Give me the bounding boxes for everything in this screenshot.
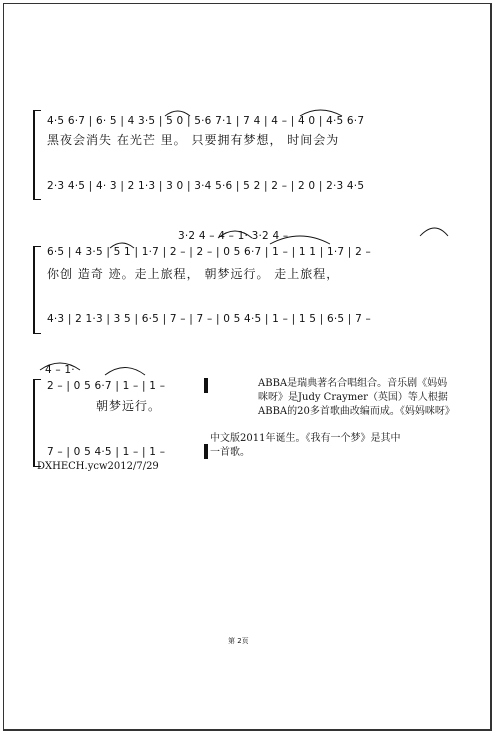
system2-melody: 6·5 | 4 3·5 | 5 1 | 1·7 | 2 – | 2 – | 0 5 6·7 | 1 – | 1 1 | 1·7 | 2 – (47, 246, 371, 258)
system3-harmony: 7 – | 0 5 4·5 | 1 – | 1 – (47, 446, 166, 458)
slur-3 (218, 231, 252, 238)
slur-2 (300, 110, 342, 116)
system2-harmony: 4·3 | 2 1·3 | 3 5 | 6·5 | 7 – | 7 – | 0 5 4·5 | 1 – | 1 5 | 6·5 | 7 – (47, 313, 371, 325)
note-line-2: 咪呀》是Judy Craymer（英国）等人根据 (258, 392, 448, 403)
system1-lyrics: 黑夜会消失 在光芒 里。 只要拥有梦想， 时间会为 (47, 133, 340, 147)
system1-harmony: 2·3 4·5 | 4· 3 | 2 1·3 | 3 0 | 3·4 5·6 | 5 2 | 2 – | 2 0 | 2·3 4·5 (47, 180, 365, 192)
system2-upper: 3·2 4 – 4 – 1· 3·2 4 – (178, 230, 289, 242)
note-line-3: ABBA的20多首歌曲改编而成。《妈妈咪呀》 (258, 406, 455, 417)
system2-lyrics: 你创 造奇 迹。走上旅程， 朝梦远行。 走上旅程， (47, 267, 340, 281)
system3-lyrics: 朝梦远行。 (96, 399, 162, 413)
note-line-1: ABBA是瑞典著名合唱组合。音乐剧《妈妈 (258, 378, 448, 389)
slur-8 (105, 368, 145, 376)
system3-upper: 4 – 1· (45, 364, 75, 376)
slur-5 (110, 243, 134, 248)
note-line-4: 中文版2011年诞生。《我有一个梦》是其中 (210, 433, 401, 444)
note-line-5: 一首歌。 (210, 447, 250, 458)
page-number: 第 2页 (228, 637, 249, 645)
slur-7 (40, 363, 80, 370)
slur-6 (420, 228, 448, 236)
slur-1 (165, 111, 190, 116)
system1-melody: 4·5 6·7 | 6· 5 | 4 3·5 | 5 0 | 5·6 7·1 | 7 4 | 4 – | 4 0 | 4·5 6·7 (47, 115, 365, 127)
signature: DXHECH.ycw2012/7/29 (37, 461, 159, 472)
system3-melody: 2 – | 0 5 6·7 | 1 – | 1 – (47, 380, 166, 392)
slur-4 (270, 236, 330, 244)
